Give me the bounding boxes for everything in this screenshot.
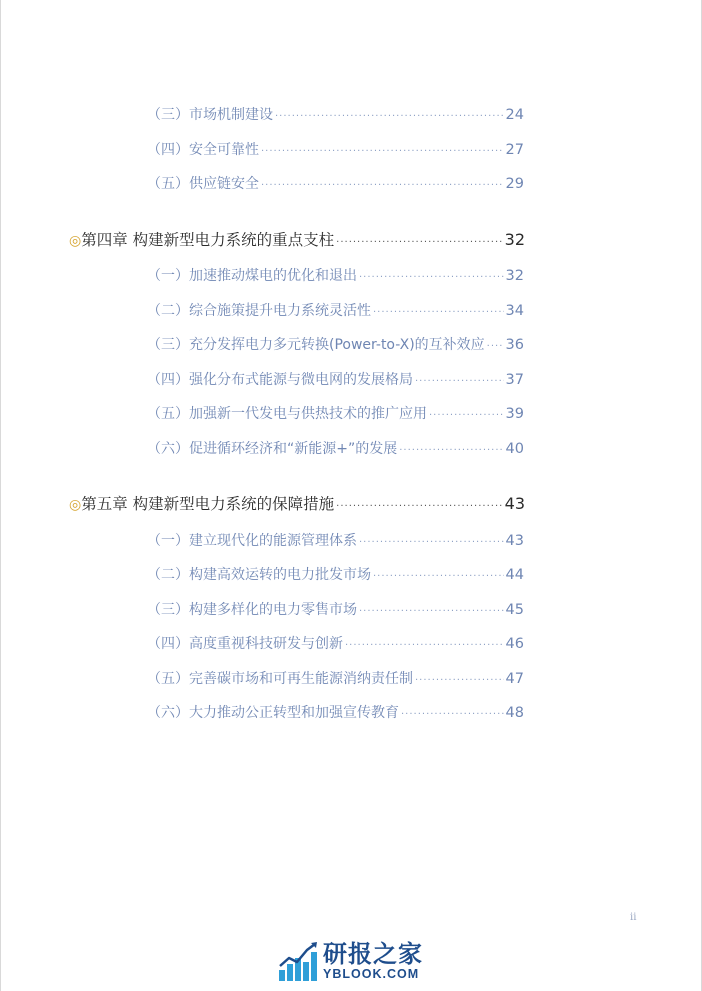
toc-leader-dots xyxy=(345,641,504,651)
toc-entry-title: （二）综合施策提升电力系统灵活性 xyxy=(147,303,371,319)
toc-leader-dots xyxy=(373,572,504,582)
toc-chapter-title: 第五章 构建新型电力系统的保障措施 xyxy=(81,495,335,513)
toc-entry[interactable] xyxy=(147,530,524,550)
toc-entry-page: 32 xyxy=(505,268,524,284)
toc-entry-page: 36 xyxy=(505,337,524,353)
toc-leader-dots xyxy=(275,112,504,122)
toc-entry-page: 48 xyxy=(505,705,524,721)
toc-entry-page: 40 xyxy=(505,441,524,457)
toc-leader-dots xyxy=(373,308,504,318)
circle-bullet-icon: ◎ xyxy=(69,497,82,513)
toc-entry-page: 24 xyxy=(505,107,524,123)
toc-entry-page: 34 xyxy=(505,303,524,319)
toc-entry-page: 44 xyxy=(505,567,524,583)
toc-leader-dots xyxy=(399,446,503,456)
toc-entry[interactable] xyxy=(147,173,524,193)
toc-chapter-4[interactable] xyxy=(69,228,525,250)
toc-chapter-page: 43 xyxy=(504,494,525,513)
toc-entry[interactable] xyxy=(147,369,524,389)
toc-entry-page: 39 xyxy=(505,406,524,422)
toc-entry-title: （五）加强新一代发电与供热技术的推广应用 xyxy=(147,406,427,422)
toc-leader-dots xyxy=(415,676,504,686)
toc-chapter-title: 第四章 构建新型电力系统的重点支柱 xyxy=(81,231,335,249)
toc-leader-dots xyxy=(359,607,504,617)
toc-entry-title: （三）市场机制建设 xyxy=(147,107,273,123)
toc-entry-page: 45 xyxy=(505,602,524,618)
toc-entry-page: 29 xyxy=(505,176,524,192)
toc-leader-dots xyxy=(359,273,504,283)
toc-leader-dots xyxy=(415,377,504,387)
toc-chapter-5[interactable] xyxy=(69,492,525,514)
toc-entry-title: （二）构建高效运转的电力批发市场 xyxy=(147,567,371,583)
toc-entry[interactable] xyxy=(147,300,524,320)
toc-entry-page: 27 xyxy=(505,142,524,158)
toc-entry-page: 46 xyxy=(505,636,524,652)
toc-entry[interactable] xyxy=(147,265,524,285)
toc-entry[interactable] xyxy=(147,599,524,619)
toc-entry-title: （一）加速推动煤电的优化和退出 xyxy=(147,268,357,284)
page-number: ii xyxy=(630,912,637,923)
toc-entry-title: （六）大力推动公正转型和加强宣传教育 xyxy=(147,705,399,721)
toc-leader-dots xyxy=(336,502,502,512)
toc-entry[interactable] xyxy=(147,668,524,688)
toc-entry[interactable] xyxy=(147,139,524,159)
toc-entry-page: 43 xyxy=(505,533,524,549)
toc-leader-dots xyxy=(401,710,504,720)
toc-entry-title: （五）供应链安全 xyxy=(147,176,259,192)
toc-entry-title: （一）建立现代化的能源管理体系 xyxy=(147,533,357,549)
toc-entry-page: 47 xyxy=(505,671,524,687)
toc-leader-dots xyxy=(359,538,504,548)
toc-entry-title: （四）高度重视科技研发与创新 xyxy=(147,636,343,652)
toc-entry-title: （五）完善碳市场和可再生能源消纳责任制 xyxy=(147,671,413,687)
toc-entry[interactable] xyxy=(147,403,524,423)
toc-leader-dots xyxy=(429,411,504,421)
toc-entry-page: 37 xyxy=(505,372,524,388)
toc-entry[interactable] xyxy=(147,104,524,124)
logo-title: 研报之家 xyxy=(323,940,423,968)
site-logo[interactable] xyxy=(277,940,437,984)
toc-entry[interactable] xyxy=(147,334,524,354)
toc-entry-title: （三）充分发挥电力多元转换(Power-to-X)的互补效应 xyxy=(147,337,485,353)
toc-chapter-page: 32 xyxy=(504,230,525,249)
toc-leader-dots xyxy=(336,238,502,248)
bar-chart-logo-icon xyxy=(277,940,319,982)
circle-bullet-icon: ◎ xyxy=(69,233,82,249)
toc-leader-dots xyxy=(261,147,504,157)
toc-entry[interactable] xyxy=(147,702,524,722)
toc-entry-title: （三）构建多样化的电力零售市场 xyxy=(147,602,357,618)
toc-entry-title: （六）促进循环经济和“新能源+”的发展 xyxy=(147,441,398,457)
toc-entry[interactable] xyxy=(147,438,524,458)
logo-subtitle: YBLOOK.COM xyxy=(323,967,420,981)
toc-entry-title: （四）安全可靠性 xyxy=(147,142,259,158)
toc-entry-title: （四）强化分布式能源与微电网的发展格局 xyxy=(147,372,413,388)
toc-entry[interactable] xyxy=(147,564,524,584)
toc-leader-dots xyxy=(261,181,504,191)
toc-leader-dots xyxy=(487,342,504,352)
toc-entry[interactable] xyxy=(147,633,524,653)
